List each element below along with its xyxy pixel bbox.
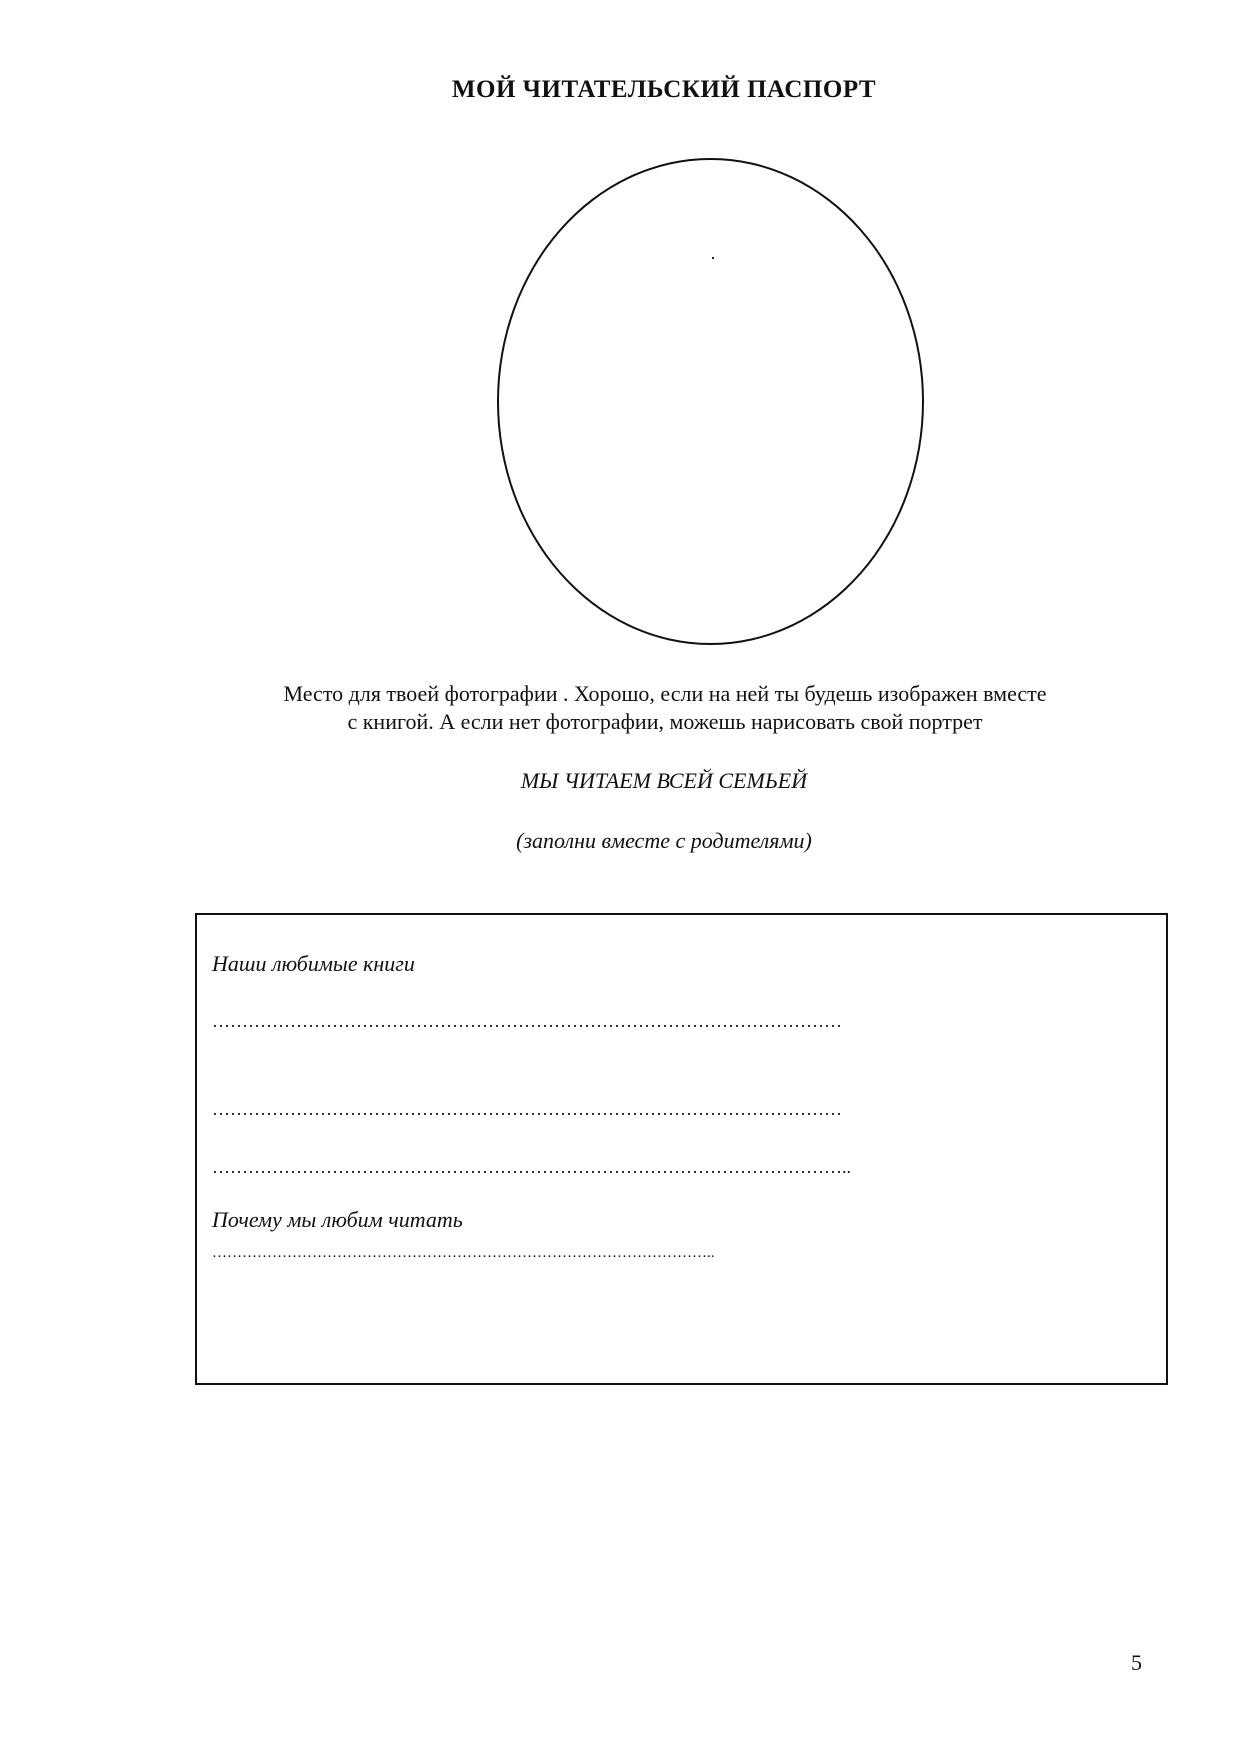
photo-caption-line-2: с книгой. А если нет фотографии, можешь нарисовать свой портрет xyxy=(347,709,983,734)
why-read-line-1[interactable]: ……………………………………………………………………………………….. xyxy=(212,1245,715,1261)
photo-placeholder-oval[interactable] xyxy=(497,158,924,645)
photo-caption xyxy=(190,680,1140,736)
family-reading-subheading: (заполни вместе с родителями) xyxy=(516,828,812,853)
favorite-books-line-2[interactable]: …………………………………………………………………………………………… xyxy=(212,1099,842,1119)
page-title: МОЙ ЧИТАТЕЛЬСКИЙ ПАСПОРТ xyxy=(451,76,877,103)
family-reading-heading: МЫ ЧИТАЕМ ВСЕЙ СЕМЬЕЙ xyxy=(520,768,808,793)
favorite-books-label: Наши любимые книги xyxy=(212,951,415,976)
favorite-books-line-3[interactable]: …………………………………………………………………………………………….. xyxy=(212,1157,851,1177)
stray-dot xyxy=(712,257,714,259)
photo-caption-line-1: Место для твоей фотографии . Хорошо, если на ней ты будешь изображен вместе xyxy=(283,681,1047,706)
family-form-box xyxy=(195,913,1168,1385)
favorite-books-line-1[interactable]: …………………………………………………………………………………………… xyxy=(212,1011,842,1031)
why-read-label: Почему мы любим читать xyxy=(212,1207,463,1232)
page-number: 5 xyxy=(1131,1650,1142,1675)
